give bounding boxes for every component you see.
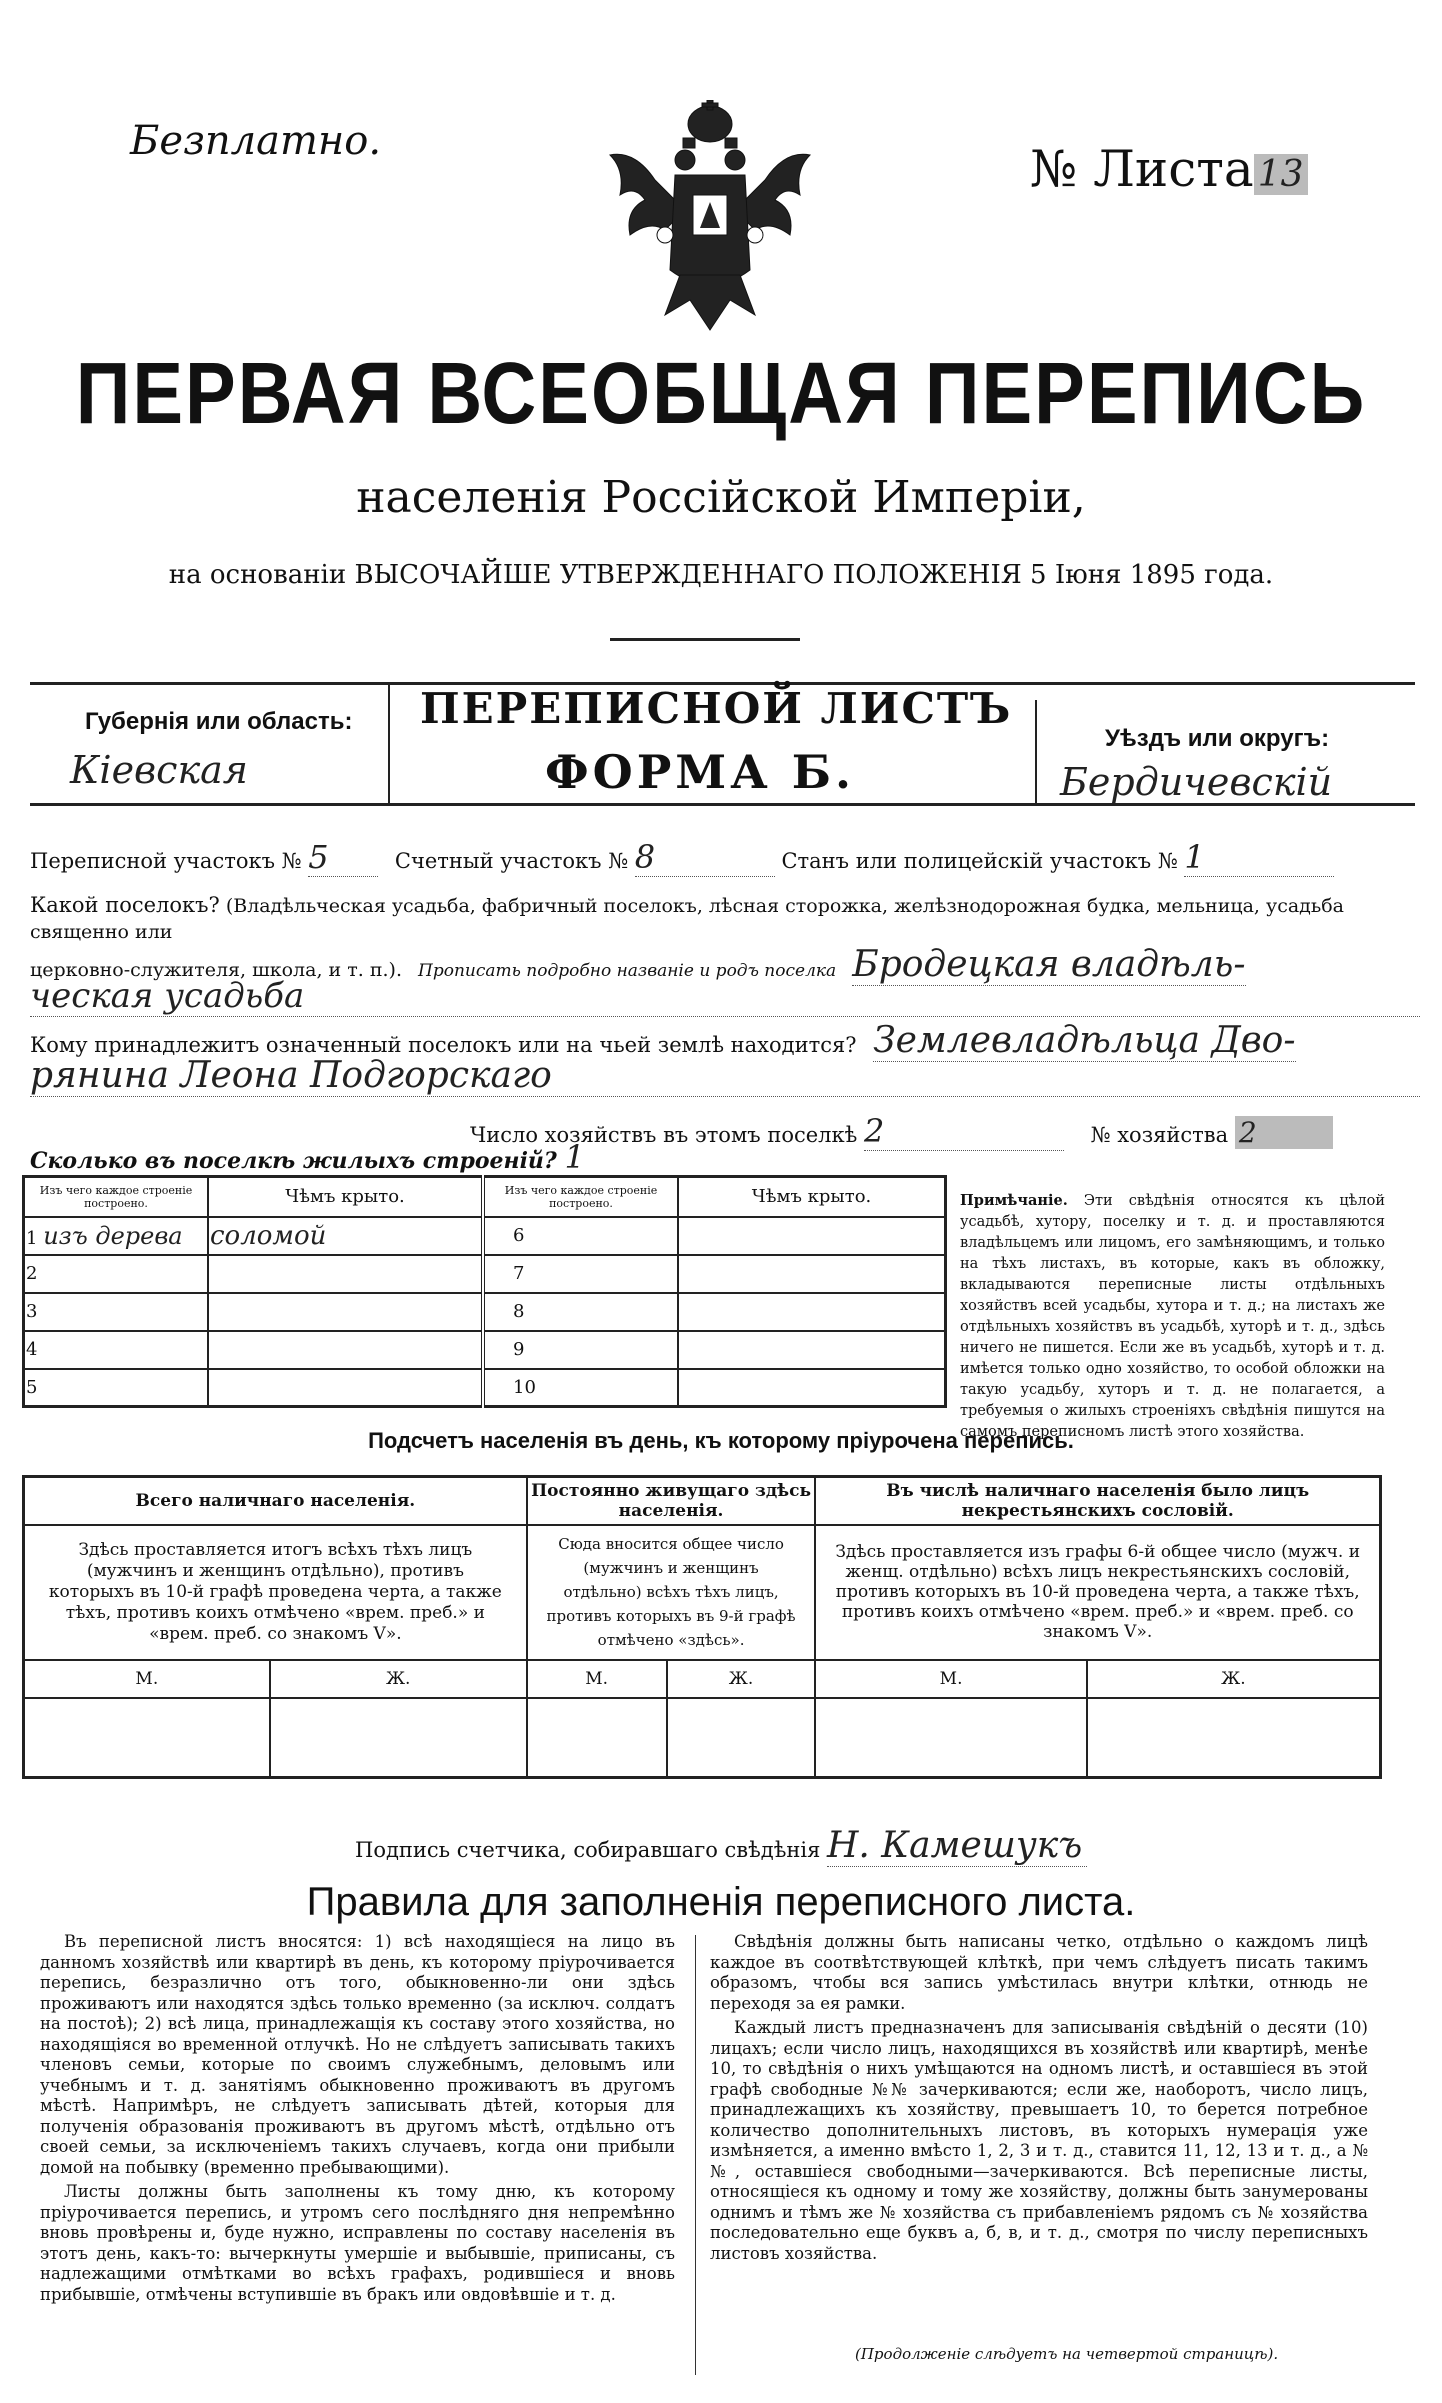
sheet-number-value: 13 (1254, 154, 1308, 195)
population-count-table (22, 1475, 1382, 1779)
building-number-cell: 7 (483, 1255, 678, 1293)
uezd-label: Уѣздъ или округъ: (1105, 725, 1330, 752)
rules-right-paragraph: Свѣдѣнія должны быть написаны четко, отдѣльно о каждомъ лицѣ каждое въ соотвѣтствующей клѣткѣ, при чемъ слѣдуетъ писать такимъ образомъ, чтобы вся запись умѣстилась внутри клѣтки, отнюдь не переходя за ея рамки. (710, 1932, 1368, 2013)
count-district-label: Счетный участокъ № (394, 849, 629, 873)
form-name: ФОРМА Б. (545, 745, 856, 799)
count-title: Подсчетъ населенія въ день, къ которому пріурочена перепись. (368, 1428, 1074, 1453)
building-roof-cell: соломой (208, 1217, 483, 1255)
buildings-col-material-2: Изъ чего каждое строеніе построено. (483, 1177, 678, 1217)
count-present-male-cell (24, 1698, 270, 1778)
census-district-row (30, 838, 1420, 877)
rules-title: Правила для заполненія переписного листа. (306, 1880, 1136, 1924)
police-district-value: 1 (1184, 838, 1334, 877)
building-number-cell: 9 (483, 1331, 678, 1369)
buildings-col-roof: Чѣмъ крыто. (208, 1177, 483, 1217)
count-nonpeasant-female-cell (1087, 1698, 1381, 1778)
settlement-note: (Владѣльческая усадьба, фабричный поселокъ, лѣсная сторожка, желѣзнодорожная будка, мельница, усадьба священно или (30, 895, 1344, 943)
count-col-present-head: Всего наличнаго населенія. (24, 1477, 527, 1525)
sheet-number (1030, 140, 1308, 198)
form-header-divider-right (1035, 700, 1037, 803)
rules-right-column (710, 1932, 1368, 2268)
table-row (24, 1331, 946, 1369)
census-district-value: 5 (308, 838, 378, 877)
rules-left-paragraph: Листы должны быть заполнены къ тому дню, къ которому пріурочивается перепись, и утромъ сего послѣдняго дня непремѣнно вновь провѣрены и, буде нужно, исправлены по составу населенія въ этотъ день, какъ-то: вычеркнуты умершіе и выбывшіе, приписаны, съ надлежащими отмѣтками во всѣхъ графахъ, родившіеся и вновь прибывшіе, отмѣчены вступившіе въ бракъ или овдовѣвшіе и т. д. (40, 2182, 675, 2304)
signature-row (355, 1825, 1087, 1867)
building-roof-cell (678, 1293, 946, 1331)
count-col-nonpeasant-text: Здѣсь проставляется изъ графы 6-й общее число (мужч. и женщ. отдѣльно) всѣхъ лицъ некрестьянскихъ сословій, противъ которыхъ въ 10-й проведена черта, а также тѣхъ, противъ коихъ отмѣчено «врем. преб.» и «врем. преб. со знакомъ V». (815, 1525, 1380, 1660)
sheet-title: ПЕРЕПИСНОЙ ЛИСТЪ (420, 684, 1013, 733)
count-present-female-head: Ж. (270, 1660, 527, 1698)
rules-divider (695, 1935, 696, 2375)
household-number-label: № хозяйства (1090, 1123, 1229, 1147)
building-material-cell: 5 (24, 1369, 209, 1407)
count-permanent-male-cell (527, 1698, 667, 1778)
settlement-label: Какой поселокъ? (30, 893, 220, 917)
signature-label: Подпись счетчика, собиравшаго свѣдѣнія (355, 1838, 821, 1862)
page-subtitle: населенія Россійской Имперіи, (356, 472, 1086, 523)
free-label: Безплатно. (130, 118, 382, 164)
household-number-value: 2 (1235, 1116, 1333, 1149)
table-row (24, 1293, 946, 1331)
building-roof-cell (208, 1255, 483, 1293)
building-roof-cell (678, 1369, 946, 1407)
settlement-note-2: церковно-служителя, школа, и т. п.). (30, 959, 402, 981)
buildings-row (30, 1138, 644, 1177)
buildings-label: Сколько въ поселкѣ жилыхъ строеній? (30, 1148, 557, 1174)
census-district-label: Переписной участокъ № (30, 849, 302, 873)
count-col-permanent-text: Сюда вносится общее число (мужчинъ и женщинъ отдѣльно) всѣхъ тѣхъ лицъ, противъ которыхъ въ 9-й графѣ отмѣчено «здѣсь». (527, 1525, 816, 1660)
count-nonpeasant-male-cell (815, 1698, 1086, 1778)
settlement-value-2: ческая усадьба (30, 976, 1420, 1017)
building-roof-cell (678, 1255, 946, 1293)
households-label: Число хозяйствъ въ этомъ поселкѣ (470, 1123, 858, 1147)
settlement-row (30, 892, 1425, 945)
building-material-cell: 2 (24, 1255, 209, 1293)
rules-continued: (Продолженіе слѣдуетъ на четвертой страницѣ). (855, 2345, 1279, 2363)
households-value: 2 (864, 1112, 1064, 1151)
sheet-number-label: № Листа (1030, 140, 1254, 198)
buildings-note (960, 1190, 1385, 1443)
count-permanent-female-cell (667, 1698, 816, 1778)
buildings-col-material: Изъ чего каждое строеніе построено. (24, 1177, 209, 1217)
settlement-instruction: Прописать подробно названіе и родъ поселка (418, 961, 837, 981)
building-material-cell: 4 (24, 1331, 209, 1369)
form-header-divider-left (388, 682, 390, 803)
rules-left-paragraph: Въ переписной листъ вносятся: 1) всѣ находящіеся на лицо въ данномъ хозяйствѣ или квартирѣ въ день, къ которому пріурочивается перепись, безразлично отъ того, обыкновенно-ли они здѣсь проживаютъ или находятся здѣсь только временно (за исключ. солдатъ на постоѣ); 2) всѣ лица, принадлежащія къ составу этого хозяйства, но находящіяся во временной отлучкѣ. Но не слѣдуетъ записывать такихъ членовъ семьи, которые по своимъ служебнымъ, деловымъ или учебнымъ и т. д. занятіямъ обыкновенно проживаютъ въ другомъ мѣстѣ. Напримѣръ, не слѣдуетъ записывать дѣтей, которыя для полученія образованія проживаютъ въ другомъ мѣстѣ, отдѣльно отъ своей семьи, за исключеніемъ такихъ случаевъ, когда они прибыли домой на побывку (временно пребывающими). (40, 1932, 675, 2177)
gubernia-label: Губернія или область: (85, 708, 353, 735)
table-row (24, 1369, 946, 1407)
coat-of-arms-icon (605, 100, 815, 335)
count-nonpeasant-male-head: М. (815, 1660, 1086, 1698)
count-col-nonpeasant-head: Въ числѣ наличнаго населенія было лицъ некрестьянскихъ сословій. (815, 1477, 1380, 1525)
police-district-label: Станъ или полицейскій участокъ № (781, 849, 1178, 873)
building-number-cell: 10 (483, 1369, 678, 1407)
count-col-permanent-head: Постоянно живущаго здѣсь населенія. (527, 1477, 816, 1525)
count-col-present-text: Здѣсь проставляется итогъ всѣхъ тѣхъ лицъ (мужчинъ и женщинъ отдѣльно), противъ которыхъ въ 10-й графѣ проведена черта, а также тѣхъ, противъ коихъ отмѣчено «врем. преб.» и «врем. преб. со знакомъ V». (24, 1525, 527, 1660)
uezd-value: Бердичевскій (1060, 760, 1333, 804)
building-material-cell: 1 изъ дерева (24, 1217, 209, 1255)
buildings-note-label: Примѣчаніе. (960, 1192, 1068, 1209)
table-row (24, 1255, 946, 1293)
rules-left-column (40, 1932, 675, 2309)
count-permanent-male-head: М. (527, 1660, 667, 1698)
gubernia-value: Кіевская (70, 748, 248, 792)
building-roof-cell (678, 1217, 946, 1255)
building-roof-cell (208, 1293, 483, 1331)
table-row (24, 1217, 946, 1255)
building-number-cell: 6 (483, 1217, 678, 1255)
settlement-value-1: Бродецкая владѣль- (852, 944, 1246, 985)
building-roof-cell (208, 1369, 483, 1407)
count-nonpeasant-female-head: Ж. (1087, 1660, 1381, 1698)
title-rule (610, 638, 800, 641)
owner-value-2: рянина Леона Подгорскаго (30, 1055, 1420, 1097)
building-roof-cell (208, 1331, 483, 1369)
count-district-value: 8 (635, 838, 775, 877)
buildings-value: 1 (564, 1138, 644, 1177)
owner-label: Кому принадлежитъ означенный поселокъ или на чьей землѣ находится? (30, 1033, 857, 1057)
count-permanent-female-head: Ж. (667, 1660, 816, 1698)
page-title: ПЕРВАЯ ВСЕОБЩАЯ ПЕРЕПИСЬ (75, 344, 1367, 443)
rules-right-paragraph: Каждый листъ предназначенъ для записыванія свѣдѣній о десяти (10) лицахъ; если число лицъ, находящихся въ хозяйствѣ или квартирѣ, менѣе 10, то свѣдѣнія о нихъ умѣщаются на одномъ листѣ, и оставшіеся въ этой графѣ свободные №№ зачеркиваются; если же, наоборотъ, число лицъ, принадлежащихъ къ хозяйству, превышаетъ 10, то берется потребное количество дополнительныхъ листовъ, въ которыхъ нумерація уже измѣняется, а именно вмѣсто 1, 2, 3 и т. д., ставится 11, 12, 13 и т. д., а №№, оставшіеся свободными—зачеркиваются. Всѣ переписные листы, относящіеся къ одному и тому же хозяйству, должны быть занумерованы однимъ и тѣмъ же № хозяйства съ прибавленіемъ рядомъ съ № хозяйства последовательно еще буквъ а, б, в, и т. д., смотря по числу переписныхъ листовъ хозяйства. (710, 2018, 1368, 2263)
count-present-male-head: М. (24, 1660, 270, 1698)
buildings-table (22, 1175, 947, 1408)
signature-value: Н. Камешукъ (827, 1825, 1087, 1867)
building-material-cell: 3 (24, 1293, 209, 1331)
page-basis: на основаніи ВЫСОЧАЙШЕ УТВЕРЖДЕННАГО ПОЛОЖЕНІЯ 5 Іюня 1895 года. (168, 560, 1274, 590)
buildings-col-roof-2: Чѣмъ крыто. (678, 1177, 946, 1217)
count-present-female-cell (270, 1698, 527, 1778)
building-number-cell: 8 (483, 1293, 678, 1331)
owner-value-1: Землевладѣльца Дво- (873, 1020, 1296, 1061)
building-roof-cell (678, 1331, 946, 1369)
buildings-note-text: Эти свѣдѣнія относятся къ цѣлой усадьбѣ, хутору, поселку и т. д. и проставляются владѣльцемъ или лицомъ, его замѣняющимъ, и только на тѣхъ листахъ, въ которые, какъ въ обложку, вкладываются переписные листы отдѣльныхъ хозяйствъ всей усадьбы, хутора и т. д.; на листахъ же отдѣльныхъ хозяйствъ въ усадьбѣ, хуторѣ и т. д., здѣсь ничего не пишется. Если же въ усадьбѣ, хуторѣ и т. д. имѣется только одно хозяйство, то особой обложки на такую усадьбу, хуторъ и т. д. не полагается, а требуемыя о жилыхъ строеніяхъ свѣдѣнія пишутся на самомъ переписномъ листѣ этого хозяйства. (960, 1193, 1385, 1440)
